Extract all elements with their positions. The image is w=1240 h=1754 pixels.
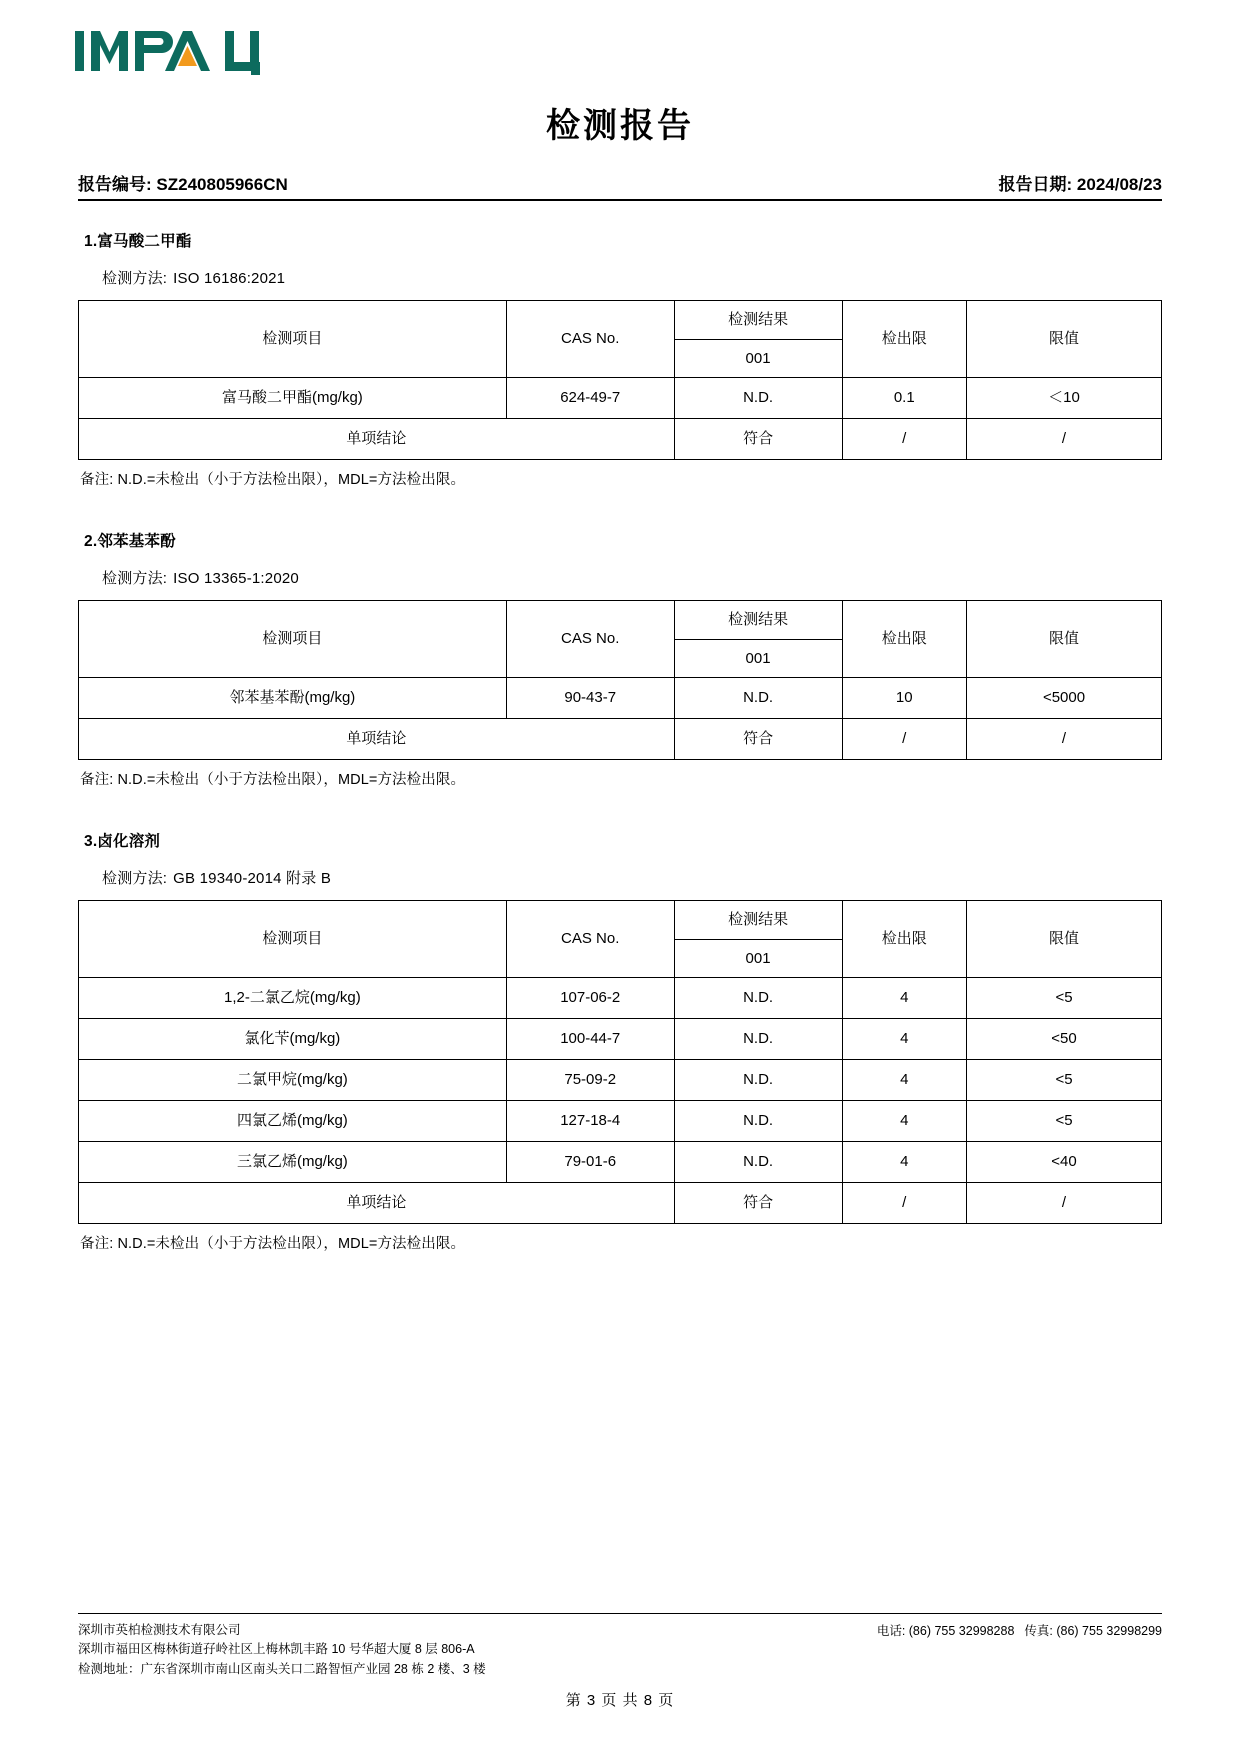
- cell-conclusion-result: 符合: [674, 419, 842, 460]
- cell-conclusion-mdl: /: [842, 419, 967, 460]
- cell-conclusion-result: 符合: [674, 1183, 842, 1224]
- th-limit: 限值: [967, 601, 1162, 678]
- section-name: 邻苯基苯酚: [97, 533, 176, 550]
- th-limit: 限值: [967, 901, 1162, 978]
- test-section: [78, 529, 1162, 789]
- cell-conclusion-mdl: /: [842, 719, 967, 760]
- table-row: [79, 1019, 1162, 1060]
- method-label: 检测方法:: [102, 570, 168, 587]
- report-number-value: SZ240805966CN: [156, 175, 288, 194]
- cell-cas: 100-44-7: [506, 1019, 674, 1060]
- test-section: [78, 229, 1162, 489]
- cell-conclusion-mdl: /: [842, 1183, 967, 1224]
- th-mdl: 检出限: [842, 901, 967, 978]
- cell-result: N.D.: [674, 1142, 842, 1183]
- page-footer: [78, 1613, 1162, 1710]
- results-table: [78, 900, 1162, 1224]
- th-sample-id: 001: [745, 649, 771, 667]
- th-cas: CAS No.: [506, 901, 674, 978]
- cell-item: 四氯乙烯(mg/kg): [79, 1101, 507, 1142]
- report-meta: [78, 170, 1162, 195]
- cell-conclusion-label: 单项结论: [79, 719, 675, 760]
- cell-result: N.D.: [674, 978, 842, 1019]
- table-header-row: [79, 901, 1162, 978]
- cell-mdl: 4: [842, 1060, 967, 1101]
- method-value: GB 19340-2014 附录 B: [173, 870, 332, 887]
- footer-address-lab: 检测地址：广东省深圳市南山区南头关口二路智恒产业园 28 栋 2 楼、3 楼: [78, 1661, 486, 1676]
- cell-conclusion-limit: /: [967, 719, 1162, 760]
- th-result: [674, 601, 842, 678]
- cell-limit: <5: [967, 1060, 1162, 1101]
- method-label: 检测方法:: [102, 270, 168, 287]
- cell-cas: 90-43-7: [506, 678, 674, 719]
- cell-result: N.D.: [674, 678, 842, 719]
- th-limit: 限值: [967, 301, 1162, 378]
- section-title: [84, 829, 1162, 851]
- cell-mdl: 4: [842, 1101, 967, 1142]
- cell-cas: 107-06-2: [506, 978, 674, 1019]
- cell-limit: <5000: [967, 678, 1162, 719]
- footer-fax: 传真: (86) 755 32998299: [1024, 1623, 1162, 1638]
- section-name: 卤化溶剂: [97, 833, 161, 850]
- cell-item: 邻苯基苯酚(mg/kg): [79, 678, 507, 719]
- section-title: [84, 229, 1162, 251]
- method-label: 检测方法:: [102, 870, 168, 887]
- cell-conclusion-limit: /: [967, 1183, 1162, 1224]
- cell-limit: <50: [967, 1019, 1162, 1060]
- th-mdl: 检出限: [842, 601, 967, 678]
- page-title: 检测报告: [546, 106, 694, 146]
- table-row: [79, 378, 1162, 419]
- cell-limit: ＜10: [967, 378, 1162, 419]
- table-row: [79, 1101, 1162, 1142]
- results-table: [78, 300, 1162, 460]
- table-row: [79, 678, 1162, 719]
- test-section: [78, 829, 1162, 1253]
- cell-item: 二氯甲烷(mg/kg): [79, 1060, 507, 1101]
- table-row: [79, 1142, 1162, 1183]
- report-date-value: 2024/08/23: [1076, 175, 1162, 194]
- cell-result: N.D.: [674, 378, 842, 419]
- table-note: 备注: N.D.=未检出（小于方法检出限），MDL=方法检出限。: [80, 772, 466, 788]
- th-cas: CAS No.: [506, 601, 674, 678]
- cell-limit: <40: [967, 1142, 1162, 1183]
- th-result: [674, 301, 842, 378]
- page-number: 第 3 页 共 8 页: [565, 1692, 675, 1709]
- report-number-label: 报告编号:: [78, 175, 152, 194]
- cell-cas: 624-49-7: [506, 378, 674, 419]
- section-index: 3.: [84, 833, 98, 850]
- cell-cas: 79-01-6: [506, 1142, 674, 1183]
- table-header-row: [79, 301, 1162, 378]
- cell-item: 三氯乙烯(mg/kg): [79, 1142, 507, 1183]
- cell-cas: 127-18-4: [506, 1101, 674, 1142]
- conclusion-row: [79, 719, 1162, 760]
- cell-mdl: 10: [842, 678, 967, 719]
- footer-divider: [78, 1613, 1162, 1614]
- cell-item: 富马酸二甲酯(mg/kg): [79, 378, 507, 419]
- impaq-logo-icon: [75, 26, 275, 76]
- th-mdl: 检出限: [842, 301, 967, 378]
- table-header-row: [79, 601, 1162, 678]
- cell-mdl: 4: [842, 978, 967, 1019]
- th-item: 检测项目: [79, 901, 507, 978]
- cell-cas: 75-09-2: [506, 1060, 674, 1101]
- conclusion-row: [79, 1183, 1162, 1224]
- th-result-label: 检测结果: [675, 901, 842, 940]
- footer-company-name: 深圳市英柏检测技术有限公司: [78, 1622, 241, 1637]
- cell-result: N.D.: [674, 1101, 842, 1142]
- method-line: [102, 267, 1162, 288]
- table-row: [79, 978, 1162, 1019]
- report-number: [78, 170, 288, 195]
- th-sample-id: 001: [745, 949, 771, 967]
- table-row: [79, 1060, 1162, 1101]
- section-title: [84, 529, 1162, 551]
- th-result-label: 检测结果: [675, 601, 842, 640]
- footer-phone: 电话: (86) 755 32998288: [876, 1623, 1015, 1638]
- cell-limit: <5: [967, 978, 1162, 1019]
- cell-conclusion-label: 单项结论: [79, 1183, 675, 1224]
- conclusion-row: [79, 419, 1162, 460]
- table-note: 备注: N.D.=未检出（小于方法检出限），MDL=方法检出限。: [80, 1236, 466, 1252]
- cell-limit: <5: [967, 1101, 1162, 1142]
- th-result: [674, 901, 842, 978]
- cell-conclusion-limit: /: [967, 419, 1162, 460]
- cell-conclusion-label: 单项结论: [79, 419, 675, 460]
- footer-address-registered: 深圳市福田区梅林街道孖岭社区上梅林凯丰路 10 号华超大厦 8 层 806-A: [78, 1642, 475, 1657]
- method-value: ISO 13365-1:2020: [173, 570, 299, 587]
- impaq-logo: [75, 26, 275, 82]
- section-index: 1.: [84, 233, 98, 250]
- section-index: 2.: [84, 533, 98, 550]
- method-line: [102, 867, 1162, 888]
- report-content: [78, 215, 1162, 1279]
- cell-conclusion-result: 符合: [674, 719, 842, 760]
- th-item: 检测项目: [79, 601, 507, 678]
- footer-contact-block: [877, 1621, 1162, 1641]
- cell-mdl: 4: [842, 1142, 967, 1183]
- cell-item: 1,2-二氯乙烷(mg/kg): [79, 978, 507, 1019]
- cell-item: 氯化苄(mg/kg): [79, 1019, 507, 1060]
- method-value: ISO 16186:2021: [173, 270, 286, 287]
- section-name: 富马酸二甲酯: [97, 233, 192, 250]
- report-date-label: 报告日期:: [998, 175, 1073, 194]
- cell-mdl: 4: [842, 1019, 967, 1060]
- th-item: 检测项目: [79, 301, 507, 378]
- method-line: [102, 567, 1162, 588]
- th-cas: CAS No.: [506, 301, 674, 378]
- cell-result: N.D.: [674, 1019, 842, 1060]
- header-divider: [78, 199, 1162, 201]
- cell-mdl: 0.1: [842, 378, 967, 419]
- results-table: [78, 600, 1162, 760]
- report-date: [999, 170, 1163, 195]
- cell-result: N.D.: [674, 1060, 842, 1101]
- th-sample-id: 001: [745, 349, 771, 367]
- th-result-label: 检测结果: [675, 301, 842, 340]
- footer-company-block: [78, 1621, 486, 1679]
- table-note: 备注: N.D.=未检出（小于方法检出限），MDL=方法检出限。: [80, 472, 466, 488]
